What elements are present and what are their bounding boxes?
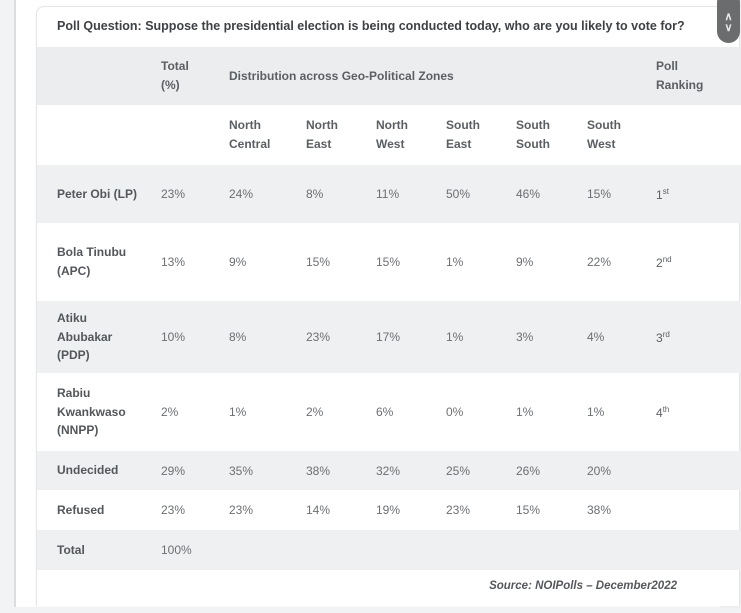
header-total: Total (%) bbox=[161, 58, 189, 92]
poll-rank: 1st bbox=[656, 165, 741, 223]
row-label: Refused bbox=[57, 502, 105, 517]
total-value: 100% bbox=[161, 530, 229, 570]
page-bottom-margin bbox=[0, 607, 720, 613]
poll-rank: 3rd bbox=[656, 301, 741, 373]
poll-results-table bbox=[37, 47, 741, 570]
zone-header-south-east: South East bbox=[446, 105, 516, 165]
table-row-bola-tinubu: Bola Tinubu (APC) 13% 9% 15% 15% 1% 9% 22% 2nd bbox=[37, 223, 741, 301]
total-value: 29% bbox=[161, 451, 229, 490]
table-row-undecided: Undecided 29% 35% 38% 32% 25% 26% 20% bbox=[37, 451, 741, 490]
zone-header-north-central: North Central bbox=[229, 105, 306, 165]
table-row-total bbox=[37, 530, 741, 570]
poll-question-title: Poll Question: Suppose the presidential election is being conducted today, who are you likely to vote for? bbox=[57, 19, 685, 33]
total-value: 23% bbox=[161, 503, 186, 517]
poll-rank: 2nd bbox=[656, 254, 672, 270]
candidate-name: Atiku Abubakar (PDP) bbox=[57, 311, 113, 363]
candidate-name: Peter Obi (LP) bbox=[57, 186, 138, 201]
total-value: 2% bbox=[161, 405, 179, 419]
total-value: 23% bbox=[161, 165, 229, 223]
candidate-name: Rabiu Kwankwaso (NNPP) bbox=[57, 386, 126, 438]
candidate-name: Bola Tinubu (APC) bbox=[57, 245, 127, 278]
zone-subheader-row bbox=[37, 105, 741, 165]
table-row-rabiu-kwankwaso: Rabiu Kwankwaso (NNPP) 2% 1% 2% 6% 0% 1% 1% 4th bbox=[37, 373, 741, 451]
header-distribution: Distribution across Geo-Political Zones bbox=[229, 69, 454, 83]
table-row-atiku-abubakar: Atiku Abubakar (PDP) 10% 8% 23% 17% 1% 3% 4% 3rd bbox=[37, 301, 741, 373]
total-value: 10% bbox=[161, 301, 229, 373]
zone-header-south-west: South West bbox=[587, 105, 656, 165]
total-value: 13% bbox=[161, 255, 186, 269]
table-row-peter-obi: Peter Obi (LP) 23% 24% 8% 11% 50% 46% 15% 1st bbox=[37, 165, 741, 223]
collapse-toggle-button[interactable] bbox=[717, 0, 740, 43]
header-empty-cell bbox=[37, 47, 161, 105]
poll-rank: 4th bbox=[656, 404, 670, 420]
zone-header-north-west: North West bbox=[376, 105, 446, 165]
zone-header-north-east: North East bbox=[306, 105, 376, 165]
chevron-down-icon[interactable]: ∨ bbox=[724, 22, 733, 34]
source-attribution: Source: NOIPolls – December2022 bbox=[489, 580, 677, 592]
header-poll-ranking: Poll Ranking bbox=[656, 58, 704, 92]
row-label: Undecided bbox=[57, 463, 119, 478]
row-label: Total bbox=[57, 542, 85, 557]
chevron-up-icon[interactable]: ∧ bbox=[724, 11, 733, 23]
poll-table-card bbox=[36, 6, 740, 606]
table-row-refused: Refused 23% 23% 14% 19% 23% 15% 38% bbox=[37, 490, 741, 530]
zone-header-south-south: South South bbox=[516, 105, 587, 165]
header-band-row bbox=[37, 47, 741, 105]
